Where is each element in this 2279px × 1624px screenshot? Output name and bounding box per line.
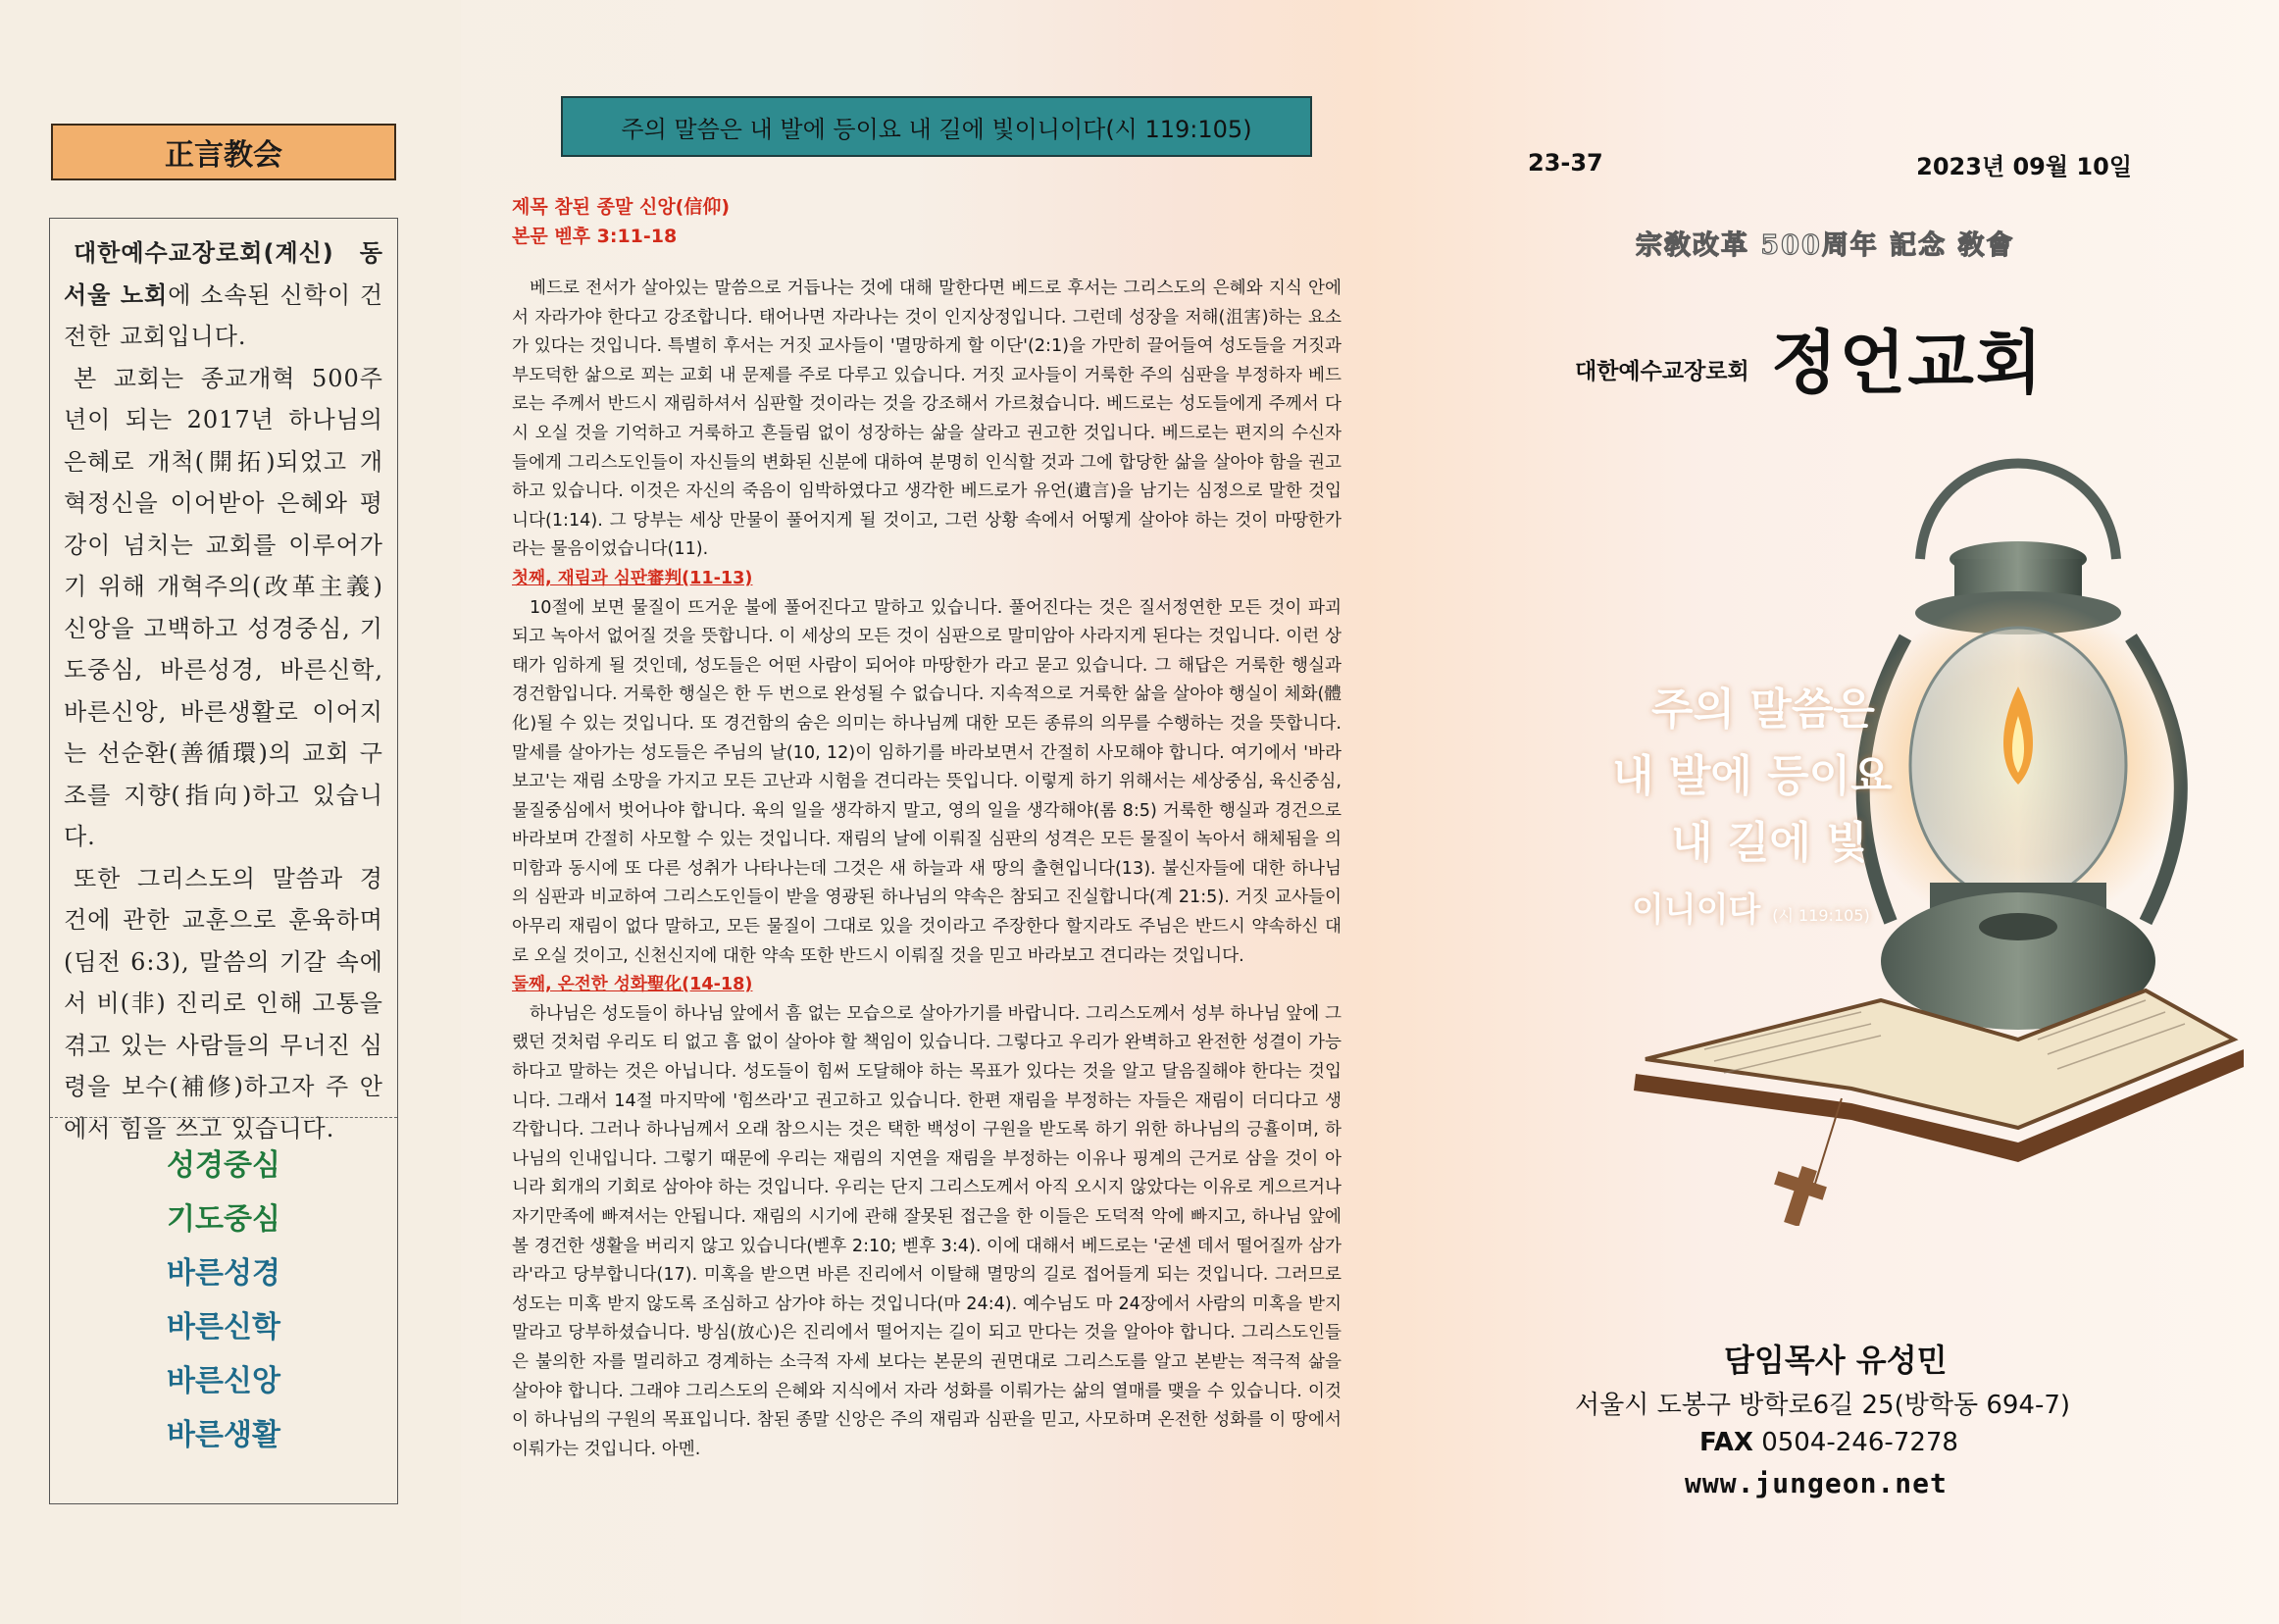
intro-paragraph-3 <box>64 858 383 1150</box>
intro-text-1: 에 소속된 신학이 건전한 교회입니다. <box>64 280 384 350</box>
art-verse-line: 내 발에 등이요 <box>1612 751 1893 801</box>
art-verse-line: 내 길에 빛 <box>1671 818 1868 868</box>
fax-label: FAX <box>1699 1428 1753 1457</box>
motto-item: 바른성경 <box>167 1256 280 1291</box>
intro-paragraph-2 <box>64 358 383 858</box>
motto-item: 바른신앙 <box>167 1364 280 1398</box>
motto-item: 성경중심 <box>167 1148 280 1183</box>
denomination: 대한예수교장로회 <box>1575 359 1749 384</box>
section-body-2: 하나님은 성도들이 하나님 앞에서 흠 없는 모습으로 살아가기를 바랍니다. 그리스도께서 성부 하나님 앞에 그랬던 것처럼 우리도 티 없고 흠 없이 살아야 할 책임이 있습니다. 그렇다고 우리가 완벽하고 완전한 성결이 가능하다고 말하는 것은 아닙니다. 성도들이 힘써 도달해야 하는 목표가 있다는 것을 알고 달음질해야 한다는 것입니다. 그래서 14절 마지막에 '힘쓰라'고 권고하고 있습니다. 한편 재림을 부정하는 자들은 재림이 더디다고 생각합니다. 그러나 하나님께서 오래 참으시는 것은 택한 백성이 구원을 받도록 하기 위한 하나님의 긍휼이며, 하나님의 인내입니다. 그렇기 때문에 우리는 재림의 지연을 재림을 부정하는 이유나 핑계의 근거로 삼을 것이 아니라 회개의 기회로 삼아야 하는 것입니다. 우리는 단지 그리스도께서 아직 오시지 않았다는 이유로 게으르거나 자기만족에 빠져서는 안됩니다. 재림의 시기에 관해 잘못된 접근을 한 이들은 도덕적 악에 빠지고, 하나님 앞에 볼 경건한 생활을 버리지 않고 있습니다(벧후 2:10; 벧후 3:4). 이에 대해서 베드로는 '굳센 데서 떨어질까 삼가라'라고 당부합니다(17). 미혹을 받으면 바른 진리에서 이탈해 멸망의 길로 접어들게 되는 것입니다. 그러므로 성도는 미혹 받지 않도록 조심하고 삼가야 하는 것입니다(마 24:4). 예수님도 마 24장에서 사람의 미혹을 받지 말라고 당부하셨습니다. 방심(放心)은 진리에서 떨어지는 길이 되고 만다는 것을 알아야 합니다. 그리스도인들은 불의한 자를 멀리하고 경계하는 소극적 자세 보다는 본문의 권면대로 그리스도를 알고 본받는 적극적 삶을 살아야 합니다. 그래야 그리스도의 은혜와 지식에서 자라 성화를 이뤄가는 삶의 열매를 맺을 수 있습니다. 이것이 하나님의 구원의 목표입니다. 참된 종말 신앙은 주의 재림과 심판을 믿고, 사모하며 온전한 성화를 이 땅에서 이뤄가는 것입니다. 아멘. <box>512 1003 1342 1459</box>
sermon-title: 제목 참된 종말 신앙(信仰) <box>512 196 731 218</box>
section-title-1: 첫째, 재림과 심판審判(11-13) <box>512 568 753 588</box>
section-body-1: 10절에 보면 물질이 뜨거운 불에 풀어진다고 말하고 있습니다. 풀어진다는 것은 질서정연한 모든 것이 파괴되고 녹아서 없어질 것을 뜻합니다. 이 세상의 모든 것이 심판으로 말미암아 사라지게 된다는 것입니다. 이런 상태가 임하게 될 것인데, 성도들은 어떤 사람이 되어야 마땅한가 라고 묻고 있습니다. 그 해답은 거룩한 행실과 경건함입니다. 거룩한 행실은 한 두 번으로 완성될 수 없습니다. 지속적으로 거룩한 삶을 살아야 행실이 체화(體化)될 수 있는 것입니다. 또 경건함의 숨은 의미는 하나님께 대한 모든 종류의 의무를 수행하는 것을 뜻합니다. 말세를 살아가는 성도들은 주님의 날(10, 12)이 임하기를 바라보면서 간절히 사모해야 합니다. 여기에서 '바라보고'는 재림 소망을 가지고 모든 고난과 시험을 견디라는 뜻입니다. 이렇게 하기 위해서는 세상중심, 육신중심, 물질중심에서 벗어나야 합니다. 육의 일을 생각하지 말고, 영의 일을 생각해야(롬 8:5) 거룩한 행실과 경건으로 바라보며 간절히 사모할 수 있는 것입니다. 재림의 날에 이뤄질 심판의 성격은 모든 물질이 녹아서 해체됨을 의미함과 동시에 또 다른 성취가 나타나는데 그것은 새 하늘과 새 땅의 출현입니다(13). 불신자들에 대한 하나님의 심판과 비교하여 그리스도인들이 받을 영광된 하나님의 약속은 참되고 진실합니다(계 21:5). 거짓 교사들이 아무리 재림이 없다 말하고, 모든 물질이 그대로 있을 것이라고 주장한다 할지라도 주님은 반드시 약속하신 대로 오실 것이고, 신천신지에 대한 약속 또한 반드시 이뤄질 것을 믿고 바라보고 견디라는 것입니다. <box>512 597 1342 966</box>
fax-number: 0504-246-7278 <box>1761 1428 1958 1457</box>
left-panel <box>0 0 461 1624</box>
motto-list <box>50 1139 397 1462</box>
sermon-heading <box>512 192 730 251</box>
website-link[interactable]: www.jungeon.net <box>1685 1467 1948 1499</box>
reform-anniversary-line: 宗敎改革 500周年 記念 敎會 <box>1636 230 2015 261</box>
art-verse-line <box>1632 877 1965 949</box>
intro-text-2: 본 교회는 종교개혁 500주년이 되는 2017년 하나님의 은혜로 개척(開拓)되었고 개혁정신을 이어받아 은혜와 평강이 넘치는 교회를 이루어가기 위해 개혁주의(改革主義) 신앙을 고백하고 성경중심, 기도중심, 바른성경, 바른신학, 바른신앙, 바른생활로 이어지는 선순환(善循環)의 교회 구조를 지향(指向)하고 있습니다. <box>64 364 383 850</box>
sermon-body <box>512 275 1342 1464</box>
intro-bold: 대한예수교장로회(계신) 동서울 노회 <box>64 239 383 309</box>
fax-line <box>1699 1428 1958 1457</box>
church-logo-text: 正言教会 <box>165 138 282 173</box>
verse-banner <box>561 96 1312 157</box>
sermon-intro: 베드로 전서가 살아있는 말씀으로 거듭나는 것에 대해 말한다면 베드로 후서는 그리스도의 은혜와 지식 안에서 자라가야 한다고 강조합니다. 태어나면 자라나는 것이 인지상정입니다. 그런데 성장을 저해(沮害)하는 요소가 있다는 것입니다. 특별히 후서는 거짓 교사들이 '멸망하게 할 이단'(2:1)을 가만히 끌어들여 성도들을 거짓과 부도덕한 삶으로 꾀는 교회 내 문제를 주로 다루고 있습니다. 거짓 교사들이 거룩한 주의 심판을 부정하자 베드로는 주께서 반드시 재림하셔서 심판할 것이라는 것을 강조해서 가르쳤습니다. 베드로는 성도들에게 주께서 다시 오실 것을 기억하고 거룩하고 흔들림 없이 성장하는 삶을 살라고 권고한 것입니다. 베드로는 편지의 수신자들에게 그리스도인들이 자신들의 변화된 신분에 대하여 분명히 인식할 것과 그에 합당한 삶을 살아야 함을 권고하고 있습니다. 이것은 자신의 죽음이 임박하였다고 생각한 베드로가 유언(遺言)을 남기는 심정으로 말한 것입니다(1:14). 그 당부는 세상 만물이 풀어지게 될 것이고, 그런 상황 속에서 어떻게 살아야 하는 것이 마땅한가 라는 물음이었습니다(11). <box>512 279 1342 560</box>
intro-paragraph-1 <box>64 232 383 358</box>
section-title-2: 둘째, 온전한 성화聖化(14-18) <box>512 975 753 995</box>
pastor-name: 담임목사 유성민 <box>1724 1342 1948 1379</box>
sermon-text-ref: 본문 벧후 3:11-18 <box>512 226 678 247</box>
church-address: 서울시 도봉구 방학로6길 25(방학동 694-7) <box>1575 1391 2071 1420</box>
church-logo-box <box>51 124 396 180</box>
intro-text-3: 또한 그리스도의 말씀과 경건에 관한 교훈으로 훈육하며(딤전 6:3), 말씀의 기갈 속에서 비(非) 진리로 인해 고통을 겪고 있는 사람들의 무너진 심령을 보수(補修)하고자 주 안에서 힘을 쓰고 있습니다. <box>64 864 383 1142</box>
motto-item: 기도중심 <box>167 1202 280 1237</box>
art-verse-line: 주의 말씀은 <box>1651 685 1875 735</box>
verse-banner-text: 주의 말씀은 내 발에 등이요 내 길에 빛이니이다(시 119:105) <box>621 115 1252 143</box>
motto-item: 바른신학 <box>167 1310 280 1345</box>
art-verse-last: 이니이다 <box>1632 890 1761 930</box>
art-verse-ref: (시 119:105) <box>1772 906 1870 925</box>
cover-panel <box>1361 0 2279 1624</box>
motto-item: 바른생활 <box>167 1418 280 1452</box>
sermon-panel <box>461 0 1361 1624</box>
bulletin-date: 2023년 09월 10일 <box>1916 153 2132 180</box>
church-name: 정언교회 <box>1771 323 2045 403</box>
art-verse <box>1612 677 1965 949</box>
intro-box <box>49 218 398 1504</box>
issue-number: 23-37 <box>1528 149 1603 177</box>
divider <box>50 1117 397 1118</box>
intro-text <box>50 219 397 1149</box>
